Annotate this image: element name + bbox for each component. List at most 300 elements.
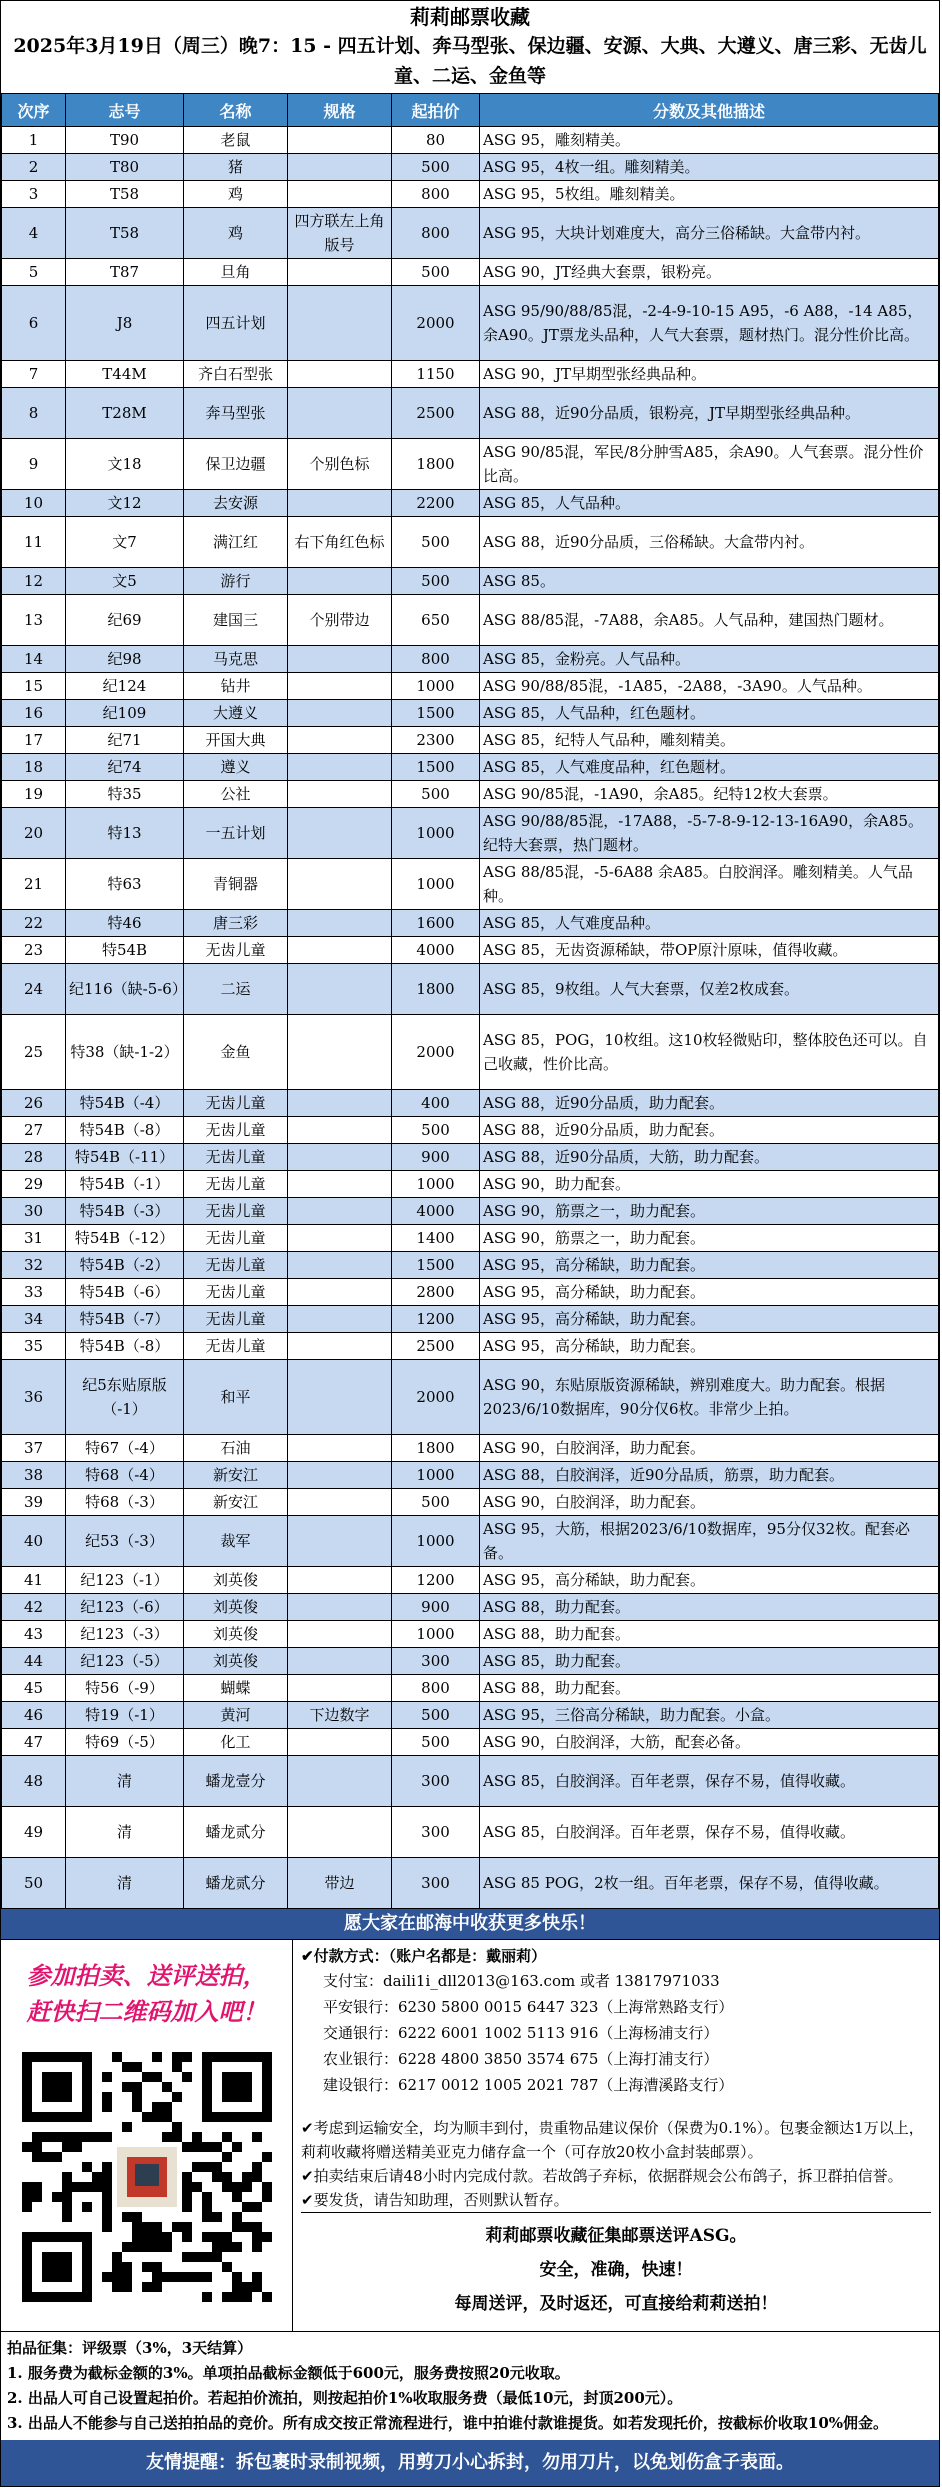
stamp-spec: [288, 1306, 392, 1333]
stamp-name: 无齿儿童: [184, 1090, 288, 1117]
stamp-spec: [288, 1729, 392, 1756]
table-row: [2, 181, 939, 208]
lot-number: 7: [2, 361, 66, 388]
start-price: 4000: [392, 1198, 480, 1225]
grade-description: ASG 88/85混，-7A88，余A85。人气品种，建国热门题材。: [480, 595, 939, 646]
lot-number: 44: [2, 1648, 66, 1675]
lot-number: 30: [2, 1198, 66, 1225]
lot-number: 43: [2, 1621, 66, 1648]
stamp-name: 无齿儿童: [184, 1225, 288, 1252]
table-row: [2, 1252, 939, 1279]
start-price: 300: [392, 1648, 480, 1675]
lot-number: 15: [2, 673, 66, 700]
start-price: 1000: [392, 859, 480, 910]
start-price: 2000: [392, 1015, 480, 1090]
stamp-code: 特38（缺-1-2）: [66, 1015, 184, 1090]
stamp-spec: [288, 1756, 392, 1807]
stamp-code: 纪5东贴原版（-1）: [66, 1360, 184, 1435]
stamp-name: 裁军: [184, 1516, 288, 1567]
col-header-desc: 分数及其他描述: [480, 94, 939, 127]
stamp-name: 游行: [184, 568, 288, 595]
table-row: [2, 1675, 939, 1702]
stamp-name: 一五计划: [184, 808, 288, 859]
lot-number: 13: [2, 595, 66, 646]
table-row: [2, 700, 939, 727]
grade-description: ASG 85，纪特人气品种，雕刻精美。: [480, 727, 939, 754]
stamp-code: 清: [66, 1807, 184, 1858]
stamp-spec: 四方联左上角版号: [288, 208, 392, 259]
grade-description: ASG 95，高分稀缺，助力配套。: [480, 1333, 939, 1360]
grade-description: ASG 88，助力配套。: [480, 1594, 939, 1621]
stamp-spec: [288, 754, 392, 781]
start-price: 500: [392, 568, 480, 595]
lot-number: 41: [2, 1567, 66, 1594]
stamp-name: 刘英俊: [184, 1594, 288, 1621]
asg-line-1: 莉莉邮票收藏征集邮票送评ASG。: [485, 2226, 747, 2246]
start-price: 500: [392, 517, 480, 568]
stamp-code: 清: [66, 1756, 184, 1807]
grade-description: ASG 88/85混，-5-6A88 余A85。白胶润泽。雕刻精美。人气品种。: [480, 859, 939, 910]
stamp-name: 马克思: [184, 646, 288, 673]
stamp-name: 奔马型张: [184, 388, 288, 439]
start-price: 1000: [392, 1462, 480, 1489]
stamp-spec: [288, 1090, 392, 1117]
stamp-name: 四五计划: [184, 286, 288, 361]
stamp-code: 特56（-9）: [66, 1675, 184, 1702]
start-price: 1800: [392, 1435, 480, 1462]
start-price: 1600: [392, 910, 480, 937]
start-price: 2500: [392, 388, 480, 439]
start-price: 300: [392, 1807, 480, 1858]
start-price: 1200: [392, 1567, 480, 1594]
grade-description: ASG 88，近90分品质，三俗稀缺。大盒带内衬。: [480, 517, 939, 568]
stamp-code: 文12: [66, 490, 184, 517]
stamp-spec: [288, 1648, 392, 1675]
asg-line-2: 安全，准确，快速！: [539, 2260, 693, 2280]
stamp-code: 特67（-4）: [66, 1435, 184, 1462]
grade-description: ASG 90，白胶润泽，助力配套。: [480, 1435, 939, 1462]
stamp-code: 特54B（-4）: [66, 1090, 184, 1117]
start-price: 1200: [392, 1306, 480, 1333]
stamp-name: 青铜器: [184, 859, 288, 910]
table-row: [2, 1489, 939, 1516]
rule-item: 1. 服务费为截标金额的3%。单项拍品截标金额低于600元，服务费按照20元收取。: [7, 2364, 570, 2382]
stamp-spec: [288, 727, 392, 754]
table-row: [2, 1090, 939, 1117]
grade-description: ASG 85，无齿资源稀缺，带OP原汁原味，值得收藏。: [480, 937, 939, 964]
grade-description: ASG 90，筋票之一，助力配套。: [480, 1225, 939, 1252]
stamp-name: 蟠龙贰分: [184, 1807, 288, 1858]
stamp-spec: 右下角红色标: [288, 517, 392, 568]
stamp-spec: [288, 937, 392, 964]
grade-description: ASG 85，助力配套。: [480, 1648, 939, 1675]
stamp-name: 无齿儿童: [184, 1333, 288, 1360]
promo-text: [1, 1940, 292, 2030]
stamp-name: 遵义: [184, 754, 288, 781]
table-row: [2, 754, 939, 781]
table-row: [2, 1594, 939, 1621]
grade-description: ASG 95，三俗高分稀缺，助力配套。小盒。: [480, 1702, 939, 1729]
table-row: [2, 1702, 939, 1729]
consignment-rules: [1, 2331, 939, 2440]
table-row: [2, 595, 939, 646]
stamp-spec: [288, 361, 392, 388]
stamp-spec: [288, 490, 392, 517]
lot-number: 38: [2, 1462, 66, 1489]
stamp-spec: [288, 127, 392, 154]
stamp-code: 特54B（-11）: [66, 1144, 184, 1171]
grade-description: ASG 90，JT经典大套票，银粉亮。: [480, 259, 939, 286]
table-row: [2, 361, 939, 388]
stamp-name: 刘英俊: [184, 1621, 288, 1648]
stamp-code: 清: [66, 1858, 184, 1909]
stamp-code: 文7: [66, 517, 184, 568]
lot-number: 3: [2, 181, 66, 208]
stamp-code: 特54B（-8）: [66, 1333, 184, 1360]
table-row: [2, 1360, 939, 1435]
stamp-name: 齐白石型张: [184, 361, 288, 388]
start-price: 2000: [392, 286, 480, 361]
grade-description: ASG 88，白胶润泽，近90分品质，筋票，助力配套。: [480, 1462, 939, 1489]
page-title: 莉莉邮票收藏: [410, 5, 530, 29]
lot-number: 11: [2, 517, 66, 568]
promo-line-2: 赶快扫二维码加入吧！: [26, 1997, 267, 2026]
start-price: 2300: [392, 727, 480, 754]
stamp-code: 特54B（-6）: [66, 1279, 184, 1306]
bank-account: 农业银行：6228 4800 3850 3574 675（上海打浦支行）: [323, 2050, 719, 2068]
lot-number: 45: [2, 1675, 66, 1702]
stamp-code: 纪123（-6）: [66, 1594, 184, 1621]
start-price: 1000: [392, 1621, 480, 1648]
stamp-spec: [288, 910, 392, 937]
grade-description: ASG 90，筋票之一，助力配套。: [480, 1198, 939, 1225]
stamp-code: 文18: [66, 439, 184, 490]
table-row: [2, 910, 939, 937]
delivery-note: ✔要发货，请告知助理，否则默认暂存。: [301, 2191, 569, 2209]
stamp-name: 蟠龙贰分: [184, 1858, 288, 1909]
lot-number: 28: [2, 1144, 66, 1171]
lot-number: 39: [2, 1489, 66, 1516]
payment-heading: ✔付款方式：（账户名都是：戴丽莉）: [301, 1947, 547, 1965]
stamp-code: 特35: [66, 781, 184, 808]
start-price: 900: [392, 1144, 480, 1171]
stamp-name: 蝴蝶: [184, 1675, 288, 1702]
table-row: [2, 259, 939, 286]
start-price: 500: [392, 1117, 480, 1144]
grade-description: ASG 88，近90分品质，大筋，助力配套。: [480, 1144, 939, 1171]
stamp-spec: [288, 1621, 392, 1648]
start-price: 900: [392, 1594, 480, 1621]
stamp-code: 特54B（-3）: [66, 1198, 184, 1225]
stamp-name: 钻井: [184, 673, 288, 700]
start-price: 400: [392, 1090, 480, 1117]
stamp-code: T44M: [66, 361, 184, 388]
stamp-name: 开国大典: [184, 727, 288, 754]
stamp-name: 满江红: [184, 517, 288, 568]
stamp-code: 特63: [66, 859, 184, 910]
stamp-code: 特54B（-12）: [66, 1225, 184, 1252]
table-row: [2, 1144, 939, 1171]
stamp-name: 无齿儿童: [184, 1306, 288, 1333]
start-price: 1500: [392, 1252, 480, 1279]
start-price: 300: [392, 1756, 480, 1807]
lot-number: 21: [2, 859, 66, 910]
table-row: [2, 859, 939, 910]
grade-description: ASG 90/88/85混，-1A85，-2A88，-3A90。人气品种。: [480, 673, 939, 700]
lot-number: 16: [2, 700, 66, 727]
start-price: 650: [392, 595, 480, 646]
stamp-name: 石油: [184, 1435, 288, 1462]
lot-number: 48: [2, 1756, 66, 1807]
payment-section: [1, 1939, 939, 2331]
stamp-spec: [288, 1675, 392, 1702]
lot-number: 20: [2, 808, 66, 859]
table-row: [2, 1729, 939, 1756]
stamp-name: 建国三: [184, 595, 288, 646]
table-row: [2, 1621, 939, 1648]
start-price: 2200: [392, 490, 480, 517]
stamp-spec: [288, 781, 392, 808]
table-row: [2, 1117, 939, 1144]
stamp-name: 无齿儿童: [184, 937, 288, 964]
lot-number: 10: [2, 490, 66, 517]
lot-number: 8: [2, 388, 66, 439]
table-row: [2, 1435, 939, 1462]
stamp-spec: [288, 1252, 392, 1279]
stamp-code: 纪123（-5）: [66, 1648, 184, 1675]
stamp-spec: [288, 1279, 392, 1306]
stamp-spec: [288, 1567, 392, 1594]
stamp-code: 纪69: [66, 595, 184, 646]
lot-number: 33: [2, 1279, 66, 1306]
lot-number: 9: [2, 439, 66, 490]
lot-number: 6: [2, 286, 66, 361]
stamp-code: 纪124: [66, 673, 184, 700]
table-row: [2, 388, 939, 439]
stamp-name: 鸡: [184, 208, 288, 259]
stamp-name: 和平: [184, 1360, 288, 1435]
table-row: [2, 490, 939, 517]
stamp-spec: [288, 286, 392, 361]
stamp-spec: [288, 1435, 392, 1462]
stamp-name: 化工: [184, 1729, 288, 1756]
stamp-name: 无齿儿童: [184, 1144, 288, 1171]
grade-description: ASG 85，POG，10枚组。这10枚轻微贴印，整体胶色还可以。自己收藏，性价比高。: [480, 1015, 939, 1090]
stamp-spec: [288, 1198, 392, 1225]
lot-number: 5: [2, 259, 66, 286]
table-row: [2, 1516, 939, 1567]
asg-line-3: 每周送评，及时返还，可直接给莉莉送拍！: [454, 2294, 778, 2314]
stamp-code: 纪123（-1）: [66, 1567, 184, 1594]
table-row: [2, 1171, 939, 1198]
payment-info: [293, 1940, 939, 2331]
stamp-code: 纪116（缺-5-6）: [66, 964, 184, 1015]
table-row: [2, 937, 939, 964]
table-row: [2, 781, 939, 808]
table-row: [2, 1858, 939, 1909]
stamp-name: 无齿儿童: [184, 1117, 288, 1144]
grade-description: ASG 95，高分稀缺，助力配套。: [480, 1252, 939, 1279]
start-price: 500: [392, 1489, 480, 1516]
stamp-code: 纪98: [66, 646, 184, 673]
table-row: [2, 1198, 939, 1225]
grade-description: ASG 90，助力配套。: [480, 1171, 939, 1198]
grade-description: ASG 95，4枚一组。雕刻精美。: [480, 154, 939, 181]
rule-item: 2. 出品人可自己设置起拍价。若起拍价流拍，则按起拍价1%收取服务费（最低10元，封顶200元）。: [7, 2389, 683, 2407]
stamp-code: T58: [66, 181, 184, 208]
table-row: [2, 1225, 939, 1252]
stamp-spec: [288, 964, 392, 1015]
stamp-name: 无齿儿童: [184, 1198, 288, 1225]
table-row: [2, 1306, 939, 1333]
stamp-spec: [288, 259, 392, 286]
qr-code-icon[interactable]: [22, 2052, 272, 2302]
start-price: 500: [392, 259, 480, 286]
grade-description: ASG 95，高分稀缺，助力配套。: [480, 1306, 939, 1333]
grade-description: ASG 85，白胶润泽。百年老票，保存不易，值得收藏。: [480, 1807, 939, 1858]
grade-description: ASG 85，人气难度品种。: [480, 910, 939, 937]
grade-description: ASG 88，助力配套。: [480, 1621, 939, 1648]
table-row: [2, 727, 939, 754]
table-row: [2, 673, 939, 700]
stamp-code: 纪109: [66, 700, 184, 727]
grade-description: ASG 90，白胶润泽，大筋，配套必备。: [480, 1729, 939, 1756]
stamp-code: 特54B: [66, 937, 184, 964]
payment-deadline-note: ✔拍卖结束后请48小时内完成付款。若故鸽子弃标，依据群规会公布鸽子，拆卫群拍信誉。: [301, 2167, 903, 2185]
start-price: 500: [392, 1729, 480, 1756]
lot-number: 31: [2, 1225, 66, 1252]
stamp-name: 金鱼: [184, 1015, 288, 1090]
lot-number: 27: [2, 1117, 66, 1144]
table-row: [2, 1462, 939, 1489]
col-header-spec: 规格: [288, 94, 392, 127]
stamp-spec: [288, 1462, 392, 1489]
lot-number: 4: [2, 208, 66, 259]
stamp-code: 特68（-4）: [66, 1462, 184, 1489]
asg-promo: [301, 2212, 931, 2327]
stamp-name: 新安江: [184, 1462, 288, 1489]
stamp-name: 无齿儿童: [184, 1279, 288, 1306]
start-price: 1150: [392, 361, 480, 388]
stamp-spec: [288, 1516, 392, 1567]
grade-description: ASG 88，助力配套。: [480, 1675, 939, 1702]
grade-description: ASG 95，高分稀缺，助力配套。: [480, 1279, 939, 1306]
stamp-spec: [288, 646, 392, 673]
grade-description: ASG 90/85混，-1A90，余A85。纪特12枚大套票。: [480, 781, 939, 808]
grade-description: ASG 85，人气难度品种，红色题材。: [480, 754, 939, 781]
table-row: [2, 808, 939, 859]
lot-number: 42: [2, 1594, 66, 1621]
stamp-name: 二运: [184, 964, 288, 1015]
start-price: 1500: [392, 700, 480, 727]
lot-number: 17: [2, 727, 66, 754]
stamp-spec: [288, 1333, 392, 1360]
stamp-spec: 个别带边: [288, 595, 392, 646]
lot-number: 25: [2, 1015, 66, 1090]
table-row: [2, 1756, 939, 1807]
grade-description: ASG 85，人气品种。: [480, 490, 939, 517]
stamp-code: 文5: [66, 568, 184, 595]
stamp-spec: [288, 154, 392, 181]
start-price: 4000: [392, 937, 480, 964]
lot-number: 12: [2, 568, 66, 595]
table-row: [2, 127, 939, 154]
lot-number: 24: [2, 964, 66, 1015]
table-row: [2, 964, 939, 1015]
start-price: 1000: [392, 1516, 480, 1567]
stamp-name: 刘英俊: [184, 1567, 288, 1594]
bank-account: 建设银行：6217 0012 1005 2021 787（上海漕溪路支行）: [323, 2076, 734, 2094]
lot-number: 34: [2, 1306, 66, 1333]
stamp-spec: [288, 388, 392, 439]
col-header-no: 次序: [2, 94, 66, 127]
stamp-code: J8: [66, 286, 184, 361]
grade-description: ASG 85。: [480, 568, 939, 595]
start-price: 300: [392, 1858, 480, 1909]
col-header-price: 起拍价: [392, 94, 480, 127]
stamp-code: 特19（-1）: [66, 1702, 184, 1729]
stamp-spec: 个别色标: [288, 439, 392, 490]
lot-number: 49: [2, 1807, 66, 1858]
grade-description: ASG 88，近90分品质，银粉亮，JT早期型张经典品种。: [480, 388, 939, 439]
lot-number: 37: [2, 1435, 66, 1462]
table-header-row: [2, 94, 939, 127]
grade-description: ASG 90/85混，军民/8分肿雪A85，余A90。人气套票。混分性价比高。: [480, 439, 939, 490]
stamp-code: 纪123（-3）: [66, 1621, 184, 1648]
stamp-name: 蟠龙壹分: [184, 1756, 288, 1807]
table-row: [2, 1648, 939, 1675]
grade-description: ASG 90，白胶润泽，助力配套。: [480, 1489, 939, 1516]
stamp-name: 无齿儿童: [184, 1171, 288, 1198]
start-price: 500: [392, 1702, 480, 1729]
start-price: 800: [392, 1675, 480, 1702]
stamp-name: 去安源: [184, 490, 288, 517]
table-row: [2, 646, 939, 673]
grade-description: ASG 95/90/88/85混，-2-4-9-10-15 A95，-6 A88，-14 A85，余A90。JT票龙头品种，人气大套票，题材热门。混分性价比高。: [480, 286, 939, 361]
lot-number: 2: [2, 154, 66, 181]
stamp-spec: 带边: [288, 1858, 392, 1909]
table-row: [2, 517, 939, 568]
lot-number: 14: [2, 646, 66, 673]
start-price: 800: [392, 646, 480, 673]
grade-description: ASG 85，金粉亮。人气品种。: [480, 646, 939, 673]
table-row: [2, 1333, 939, 1360]
stamp-spec: [288, 1171, 392, 1198]
start-price: 500: [392, 781, 480, 808]
grade-description: ASG 88，近90分品质，助力配套。: [480, 1090, 939, 1117]
stamp-name: 大遵义: [184, 700, 288, 727]
grade-description: ASG 95，高分稀缺，助力配套。: [480, 1567, 939, 1594]
grade-description: ASG 95，5枚组。雕刻精美。: [480, 181, 939, 208]
col-header-code: 志号: [66, 94, 184, 127]
stamp-spec: [288, 1225, 392, 1252]
start-price: 2500: [392, 1333, 480, 1360]
stamp-spec: [288, 673, 392, 700]
start-price: 1000: [392, 808, 480, 859]
table-row: [2, 1279, 939, 1306]
stamp-spec: [288, 1117, 392, 1144]
friendly-reminder: 友情提醒：拆包裹时录制视频，用剪刀小心拆封，勿用刀片，以免划伤盒子表面。: [1, 2440, 939, 2486]
stamp-name: 刘英俊: [184, 1648, 288, 1675]
stamp-spec: [288, 808, 392, 859]
stamp-code: T58: [66, 208, 184, 259]
rules-title: 拍品征集：评级票（3%，3天结算）: [7, 2339, 253, 2357]
stamp-code: 特54B（-2）: [66, 1252, 184, 1279]
start-price: 2800: [392, 1279, 480, 1306]
lot-number: 22: [2, 910, 66, 937]
auction-table: [1, 93, 939, 1909]
table-row: [2, 208, 939, 259]
